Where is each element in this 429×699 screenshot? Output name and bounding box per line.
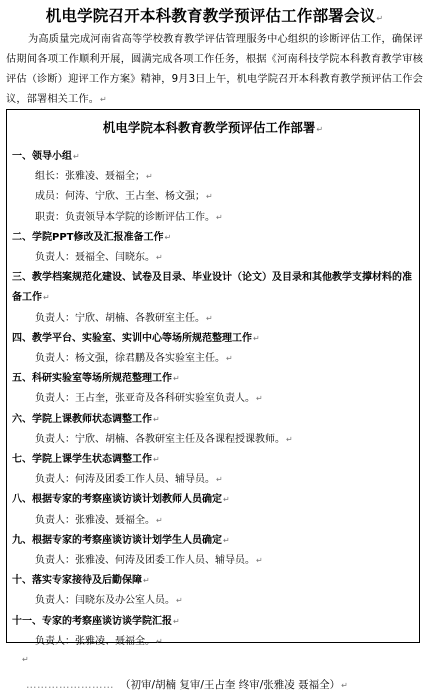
section-line-text: 负责人：宁欣、胡楠、各教研室主任及各课程授课教师。 <box>35 433 285 445</box>
section-line <box>12 591 412 611</box>
section-heading <box>12 228 412 248</box>
section-line-text: 负责人：闫晓东及办公室人员。 <box>35 595 175 607</box>
section-heading-text: 六、学院上课教师状态调整工作 <box>12 413 152 425</box>
section-heading-text: 二、学院PPT修改及汇报准备工作 <box>12 231 164 243</box>
paragraph-mark-icon: ↵ <box>253 333 260 343</box>
paragraph-mark-icon: ↵ <box>223 535 230 545</box>
intro-paragraph <box>6 30 423 110</box>
section-line-text: 负责人：张雅凌、聂福全。 <box>35 635 155 647</box>
section-heading <box>12 531 412 551</box>
paragraph-mark-icon: ↵ <box>156 253 163 263</box>
paragraph-mark-icon: ↵ <box>156 515 163 525</box>
section-heading-text: 十、落实专家接待及后勤保障 <box>12 575 142 587</box>
paragraph-mark-icon: ↵ <box>316 125 324 134</box>
paragraph-mark-icon: ↵ <box>43 293 50 303</box>
dotted-leader: …………………… <box>26 679 114 691</box>
section-heading <box>12 571 412 591</box>
section-heading-text: 七、学院上课学生状态调整工作 <box>12 454 152 466</box>
section-line-text: 职责：负责领导本学院的诊断评估工作。 <box>35 211 215 223</box>
section-line <box>12 309 412 329</box>
review-footer <box>26 676 426 695</box>
plan-box <box>6 109 420 647</box>
section-line <box>12 187 412 207</box>
section-line <box>12 248 412 268</box>
paragraph-mark-icon: ↵ <box>223 495 230 505</box>
section-heading <box>12 268 412 308</box>
paragraph-mark-icon: ↵ <box>100 95 107 104</box>
paragraph-mark-icon: ↵ <box>216 212 223 222</box>
section-line-text: 负责人：何涛及团委工作人员、辅导员。 <box>35 474 215 486</box>
paragraph-mark-icon: ↵ <box>226 354 233 364</box>
paragraph-mark-icon: ↵ <box>143 576 150 586</box>
section-line <box>12 208 412 228</box>
paragraph-mark-icon: ↵ <box>256 556 263 566</box>
paragraph-mark-icon: ↵ <box>173 374 180 384</box>
section-line <box>12 470 412 490</box>
section-line-text: 负责人：王占奎，张亚奇及各科研实验室负责人。 <box>35 393 255 405</box>
section-line-text: 负责人：聂福全、闫晓东。 <box>35 252 155 264</box>
paragraph-mark-icon: ↵ <box>153 455 160 465</box>
paragraph-mark-icon: ↵ <box>176 596 183 606</box>
paragraph-mark-icon: ↵ <box>156 636 163 646</box>
section-heading-text: 五、科研实验室等场所规范整理工作 <box>12 373 172 385</box>
plan-title-text: 机电学院本科教育教学预评估工作部署 <box>102 120 316 135</box>
intro-text: 为高质量完成河南省高等学校教育教学评估管理服务中心组织的诊断评估工作，确保评估期间各项工作顺利开展，圆满完成各项工作任务，根据《河南科技学院本科教育教学审核评估（诊断）迎评工作方案》精神，9月3日上午，机电学院召开本科教育教学预评估工作会议，部署相关工作。 <box>6 34 423 105</box>
section-heading-text: 八、根据专家的考察座谈访谈计划教师人员确定 <box>12 494 222 506</box>
section-line <box>12 349 412 369</box>
section-line-text: 负责人：张雅凌、聂福全。 <box>35 514 155 526</box>
paragraph-mark-icon: ↵ <box>206 313 213 323</box>
paragraph-mark-icon: ↵ <box>206 192 213 202</box>
section-heading <box>12 147 412 167</box>
section-heading <box>12 410 412 430</box>
paragraph-mark-icon: ↵ <box>73 152 80 161</box>
plan-content <box>12 147 412 652</box>
section-heading <box>12 450 412 470</box>
section-heading-text: 一、领导小组 <box>12 151 72 162</box>
paragraph-mark-icon: ↵ <box>153 414 160 424</box>
section-line-text: 负责人：张雅凌、何涛及团委工作人员、辅导员。 <box>35 555 255 567</box>
section-line-text: 成员：何涛、宁欣、王占奎、杨文强； <box>35 191 205 203</box>
section-heading <box>12 329 412 349</box>
section-line-text: 组长：张雅凌、聂福全； <box>35 171 145 183</box>
section-line-text: 负责人：宁欣、胡楠、各教研室主任。 <box>35 312 205 324</box>
section-heading <box>12 612 412 632</box>
section-line <box>12 551 412 571</box>
section-line <box>12 167 412 187</box>
paragraph-mark-icon: ↵ <box>173 616 180 626</box>
plan-title <box>7 119 419 139</box>
section-heading-text: 十一、专家的考察座谈访谈学院汇报 <box>12 615 172 627</box>
footer-paragraph-mark: ↵ <box>22 655 29 664</box>
paragraph-mark-icon: ↵ <box>286 434 293 444</box>
page-title <box>0 6 429 29</box>
section-heading-text: 九、根据专家的考察座谈访谈计划学生人员确定 <box>12 534 222 546</box>
section-line <box>12 511 412 531</box>
page-title-text: 机电学院召开本科教育教学预评估工作部署会议 <box>45 7 376 25</box>
paragraph-mark-icon: ↵ <box>164 232 172 242</box>
paragraph-mark-icon: ↵ <box>216 475 223 485</box>
paragraph-mark-icon: ↵ <box>341 681 348 690</box>
paragraph-mark-icon: ↵ <box>376 14 384 23</box>
section-line <box>12 632 412 652</box>
section-heading-text: 四、教学平台、实验室、实训中心等场所规范整理工作 <box>12 332 252 344</box>
section-line <box>12 389 412 409</box>
section-line <box>12 430 412 450</box>
section-heading <box>12 369 412 389</box>
paragraph-mark-icon: ↵ <box>256 394 263 404</box>
section-heading <box>12 490 412 510</box>
section-line-text: 负责人：杨文强，徐君鹏及各实验室主任。 <box>35 353 225 365</box>
section-heading-text: 三、教学档案规范化建设、试卷及目录、毕业设计（论文）及目录和其他教学支撑材料的准备工作 <box>12 272 412 304</box>
review-credits: （初审/胡楠 复审/王占奎 终审/张雅凌 聂福全） <box>120 679 341 691</box>
paragraph-mark-icon: ↵ <box>146 172 153 182</box>
